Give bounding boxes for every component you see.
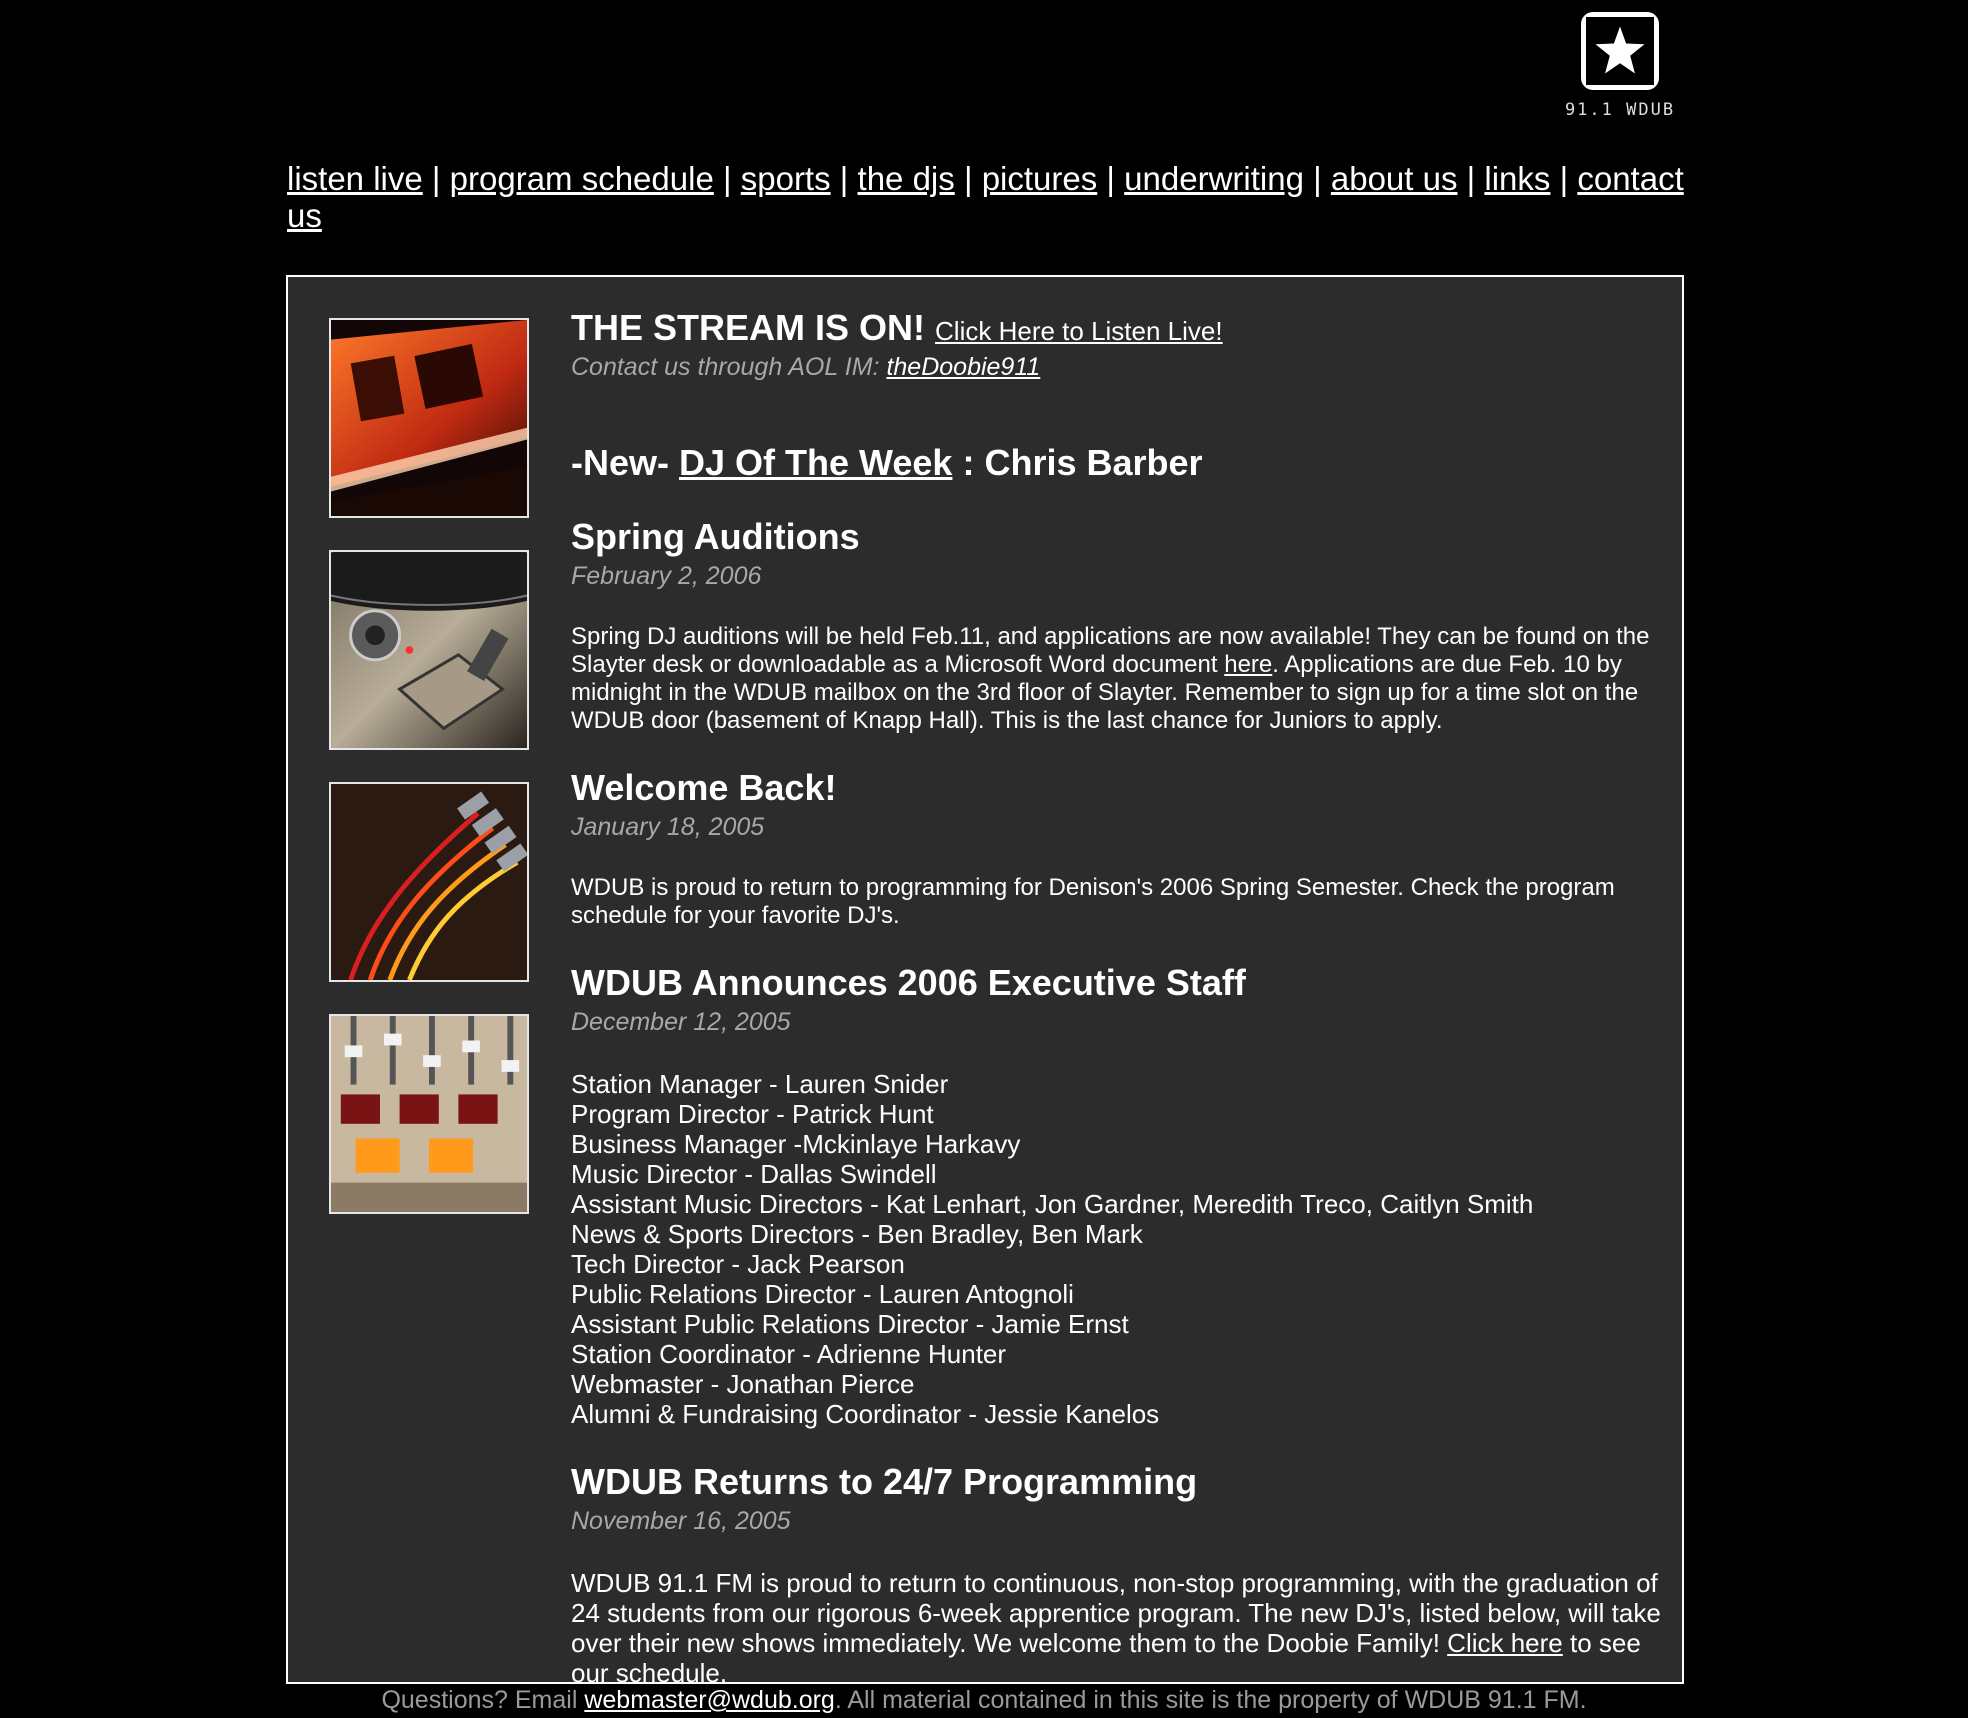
article-date: December 12, 2005 [571,1008,791,1036]
webmaster-email-link[interactable]: webmaster@wdub.org [584,1686,835,1714]
dj-week-name: Chris Barber [984,442,1203,483]
dj-week-prefix: -New- [571,442,669,483]
staff-member: Alumni & Fundraising Coordinator - Jessie Kanelos [571,1399,1160,1429]
article-date: January 18, 2005 [571,813,765,841]
article-247-programming [571,1461,1661,1684]
schedule-link[interactable]: Click here [1447,1628,1563,1658]
nav-sports[interactable]: sports [740,160,831,197]
dj-week-separator: : [962,442,975,483]
stream-status [571,307,1661,349]
article-spring-auditions [571,516,1661,735]
article-welcome-back [571,767,1661,930]
article-date: November 16, 2005 [571,1507,791,1535]
nav-pictures[interactable]: pictures [981,160,1098,197]
nav-program-schedule[interactable]: program schedule [449,160,714,197]
aim-contact-label: Contact us through AOL IM: [571,353,880,381]
staff-member: Station Coordinator - Adrienne Hunter [571,1339,1007,1369]
nav-separator: | [1313,160,1322,197]
article-title: WDUB Returns to 24/7 Programming [571,1461,1198,1502]
nav-about-us[interactable]: about us [1330,160,1458,197]
nav-separator: | [1559,160,1569,197]
nav-underwriting[interactable]: underwriting [1124,160,1304,197]
staff-member: Public Relations Director - Lauren Antognoli [571,1279,1074,1309]
article-body: WDUB is proud to return to programming for Denison's 2006 Spring Semester. Check the program schedule for your favorite DJ's. [571,874,1615,929]
staff-member: Station Manager - Lauren Snider [571,1069,949,1099]
article-body-text: . Applications are due Feb. 10 by midnight in the WDUB mailbox on the 3rd floor of Slayter. Remember to sign up for a time slot on the WDUB door (basement of Knapp Hall). This is the last chance for Juniors to apply. [571,651,1639,734]
dj-of-the-week-link[interactable]: DJ Of The Week [679,442,953,483]
turntable-photo [329,550,529,750]
staff-member: News & Sports Directors - Ben Bradley, Ben Mark [571,1219,1143,1249]
stream-heading: THE STREAM IS ON! [571,307,926,348]
staff-member: Program Director - Patrick Hunt [571,1099,934,1129]
article-body [571,623,1661,735]
staff-member: Music Director - Dallas Swindell [571,1159,937,1189]
article-body-text: Spring DJ auditions will be held Feb.11, and applications are now available! They can be found on the Slayter desk or downloadable as a Microsoft Word document [571,623,1650,678]
thumbnail-column [329,318,529,1246]
article-title: Welcome Back! [571,767,837,808]
listen-live-link[interactable]: Click Here to Listen Live! [935,316,1223,346]
article-title: WDUB Announces 2006 Executive Staff [571,962,1246,1003]
on-air-sign-photo [329,318,529,518]
mixing-board-photo [329,1014,529,1214]
nav-separator: | [1106,160,1115,197]
nav-separator: | [431,160,441,197]
article-body-text: to see our schedule. [571,1628,1641,1684]
nav-contact-us[interactable]: contact us [287,160,1684,234]
footer-suffix: . All material contained in this site is the property of WDUB 91.1 FM. [834,1686,1587,1714]
staff-member: Assistant Public Relations Director - Jamie Ernst [571,1309,1129,1339]
article-title: Spring Auditions [571,516,860,557]
news-panel [286,275,1684,1684]
aim-contact [571,353,1661,382]
main-nav [287,160,1687,234]
staff-member: Tech Director - Jack Pearson [571,1249,905,1279]
audio-cables-photo [329,782,529,982]
nav-separator: | [963,160,973,197]
staff-member: Business Manager -Mckinlaye Harkavy [571,1129,1021,1159]
article-date: February 2, 2006 [571,562,762,590]
staff-member: Webmaster - Jonathan Pierce [571,1369,915,1399]
staff-member: Assistant Music Directors - Kat Lenhart, Jon Gardner, Meredith Treco, Caitlyn Smith [571,1189,1534,1219]
staff-list [571,1069,1661,1429]
article-executive-staff [571,962,1661,1429]
logo-text: 91.1 WDUB [1564,100,1676,120]
nav-listen-live[interactable]: listen live [287,160,423,197]
dj-of-the-week [571,442,1661,484]
footer-prefix: Questions? Email [381,1686,578,1714]
nav-the-djs[interactable]: the djs [857,160,955,197]
news-content [571,307,1661,1684]
application-download-link[interactable]: here [1224,651,1273,678]
nav-separator: | [722,160,732,197]
article-body-text: WDUB 91.1 FM is proud to return to continuous, non-stop programming, with the graduation of 24 students from our rigorous 6-week apprentice program. The new DJ's, listed below, will take over their new shows immediately. We welcome them to the Doobie Family! [571,1568,1661,1658]
footer [0,1686,1968,1715]
nav-separator: | [839,160,849,197]
star-icon [1581,12,1659,90]
nav-links[interactable]: links [1484,160,1551,197]
article-body [571,1568,1661,1684]
aim-handle-link[interactable]: theDoobie911 [886,353,1041,381]
station-logo[interactable] [1552,12,1688,120]
nav-separator: | [1466,160,1476,197]
